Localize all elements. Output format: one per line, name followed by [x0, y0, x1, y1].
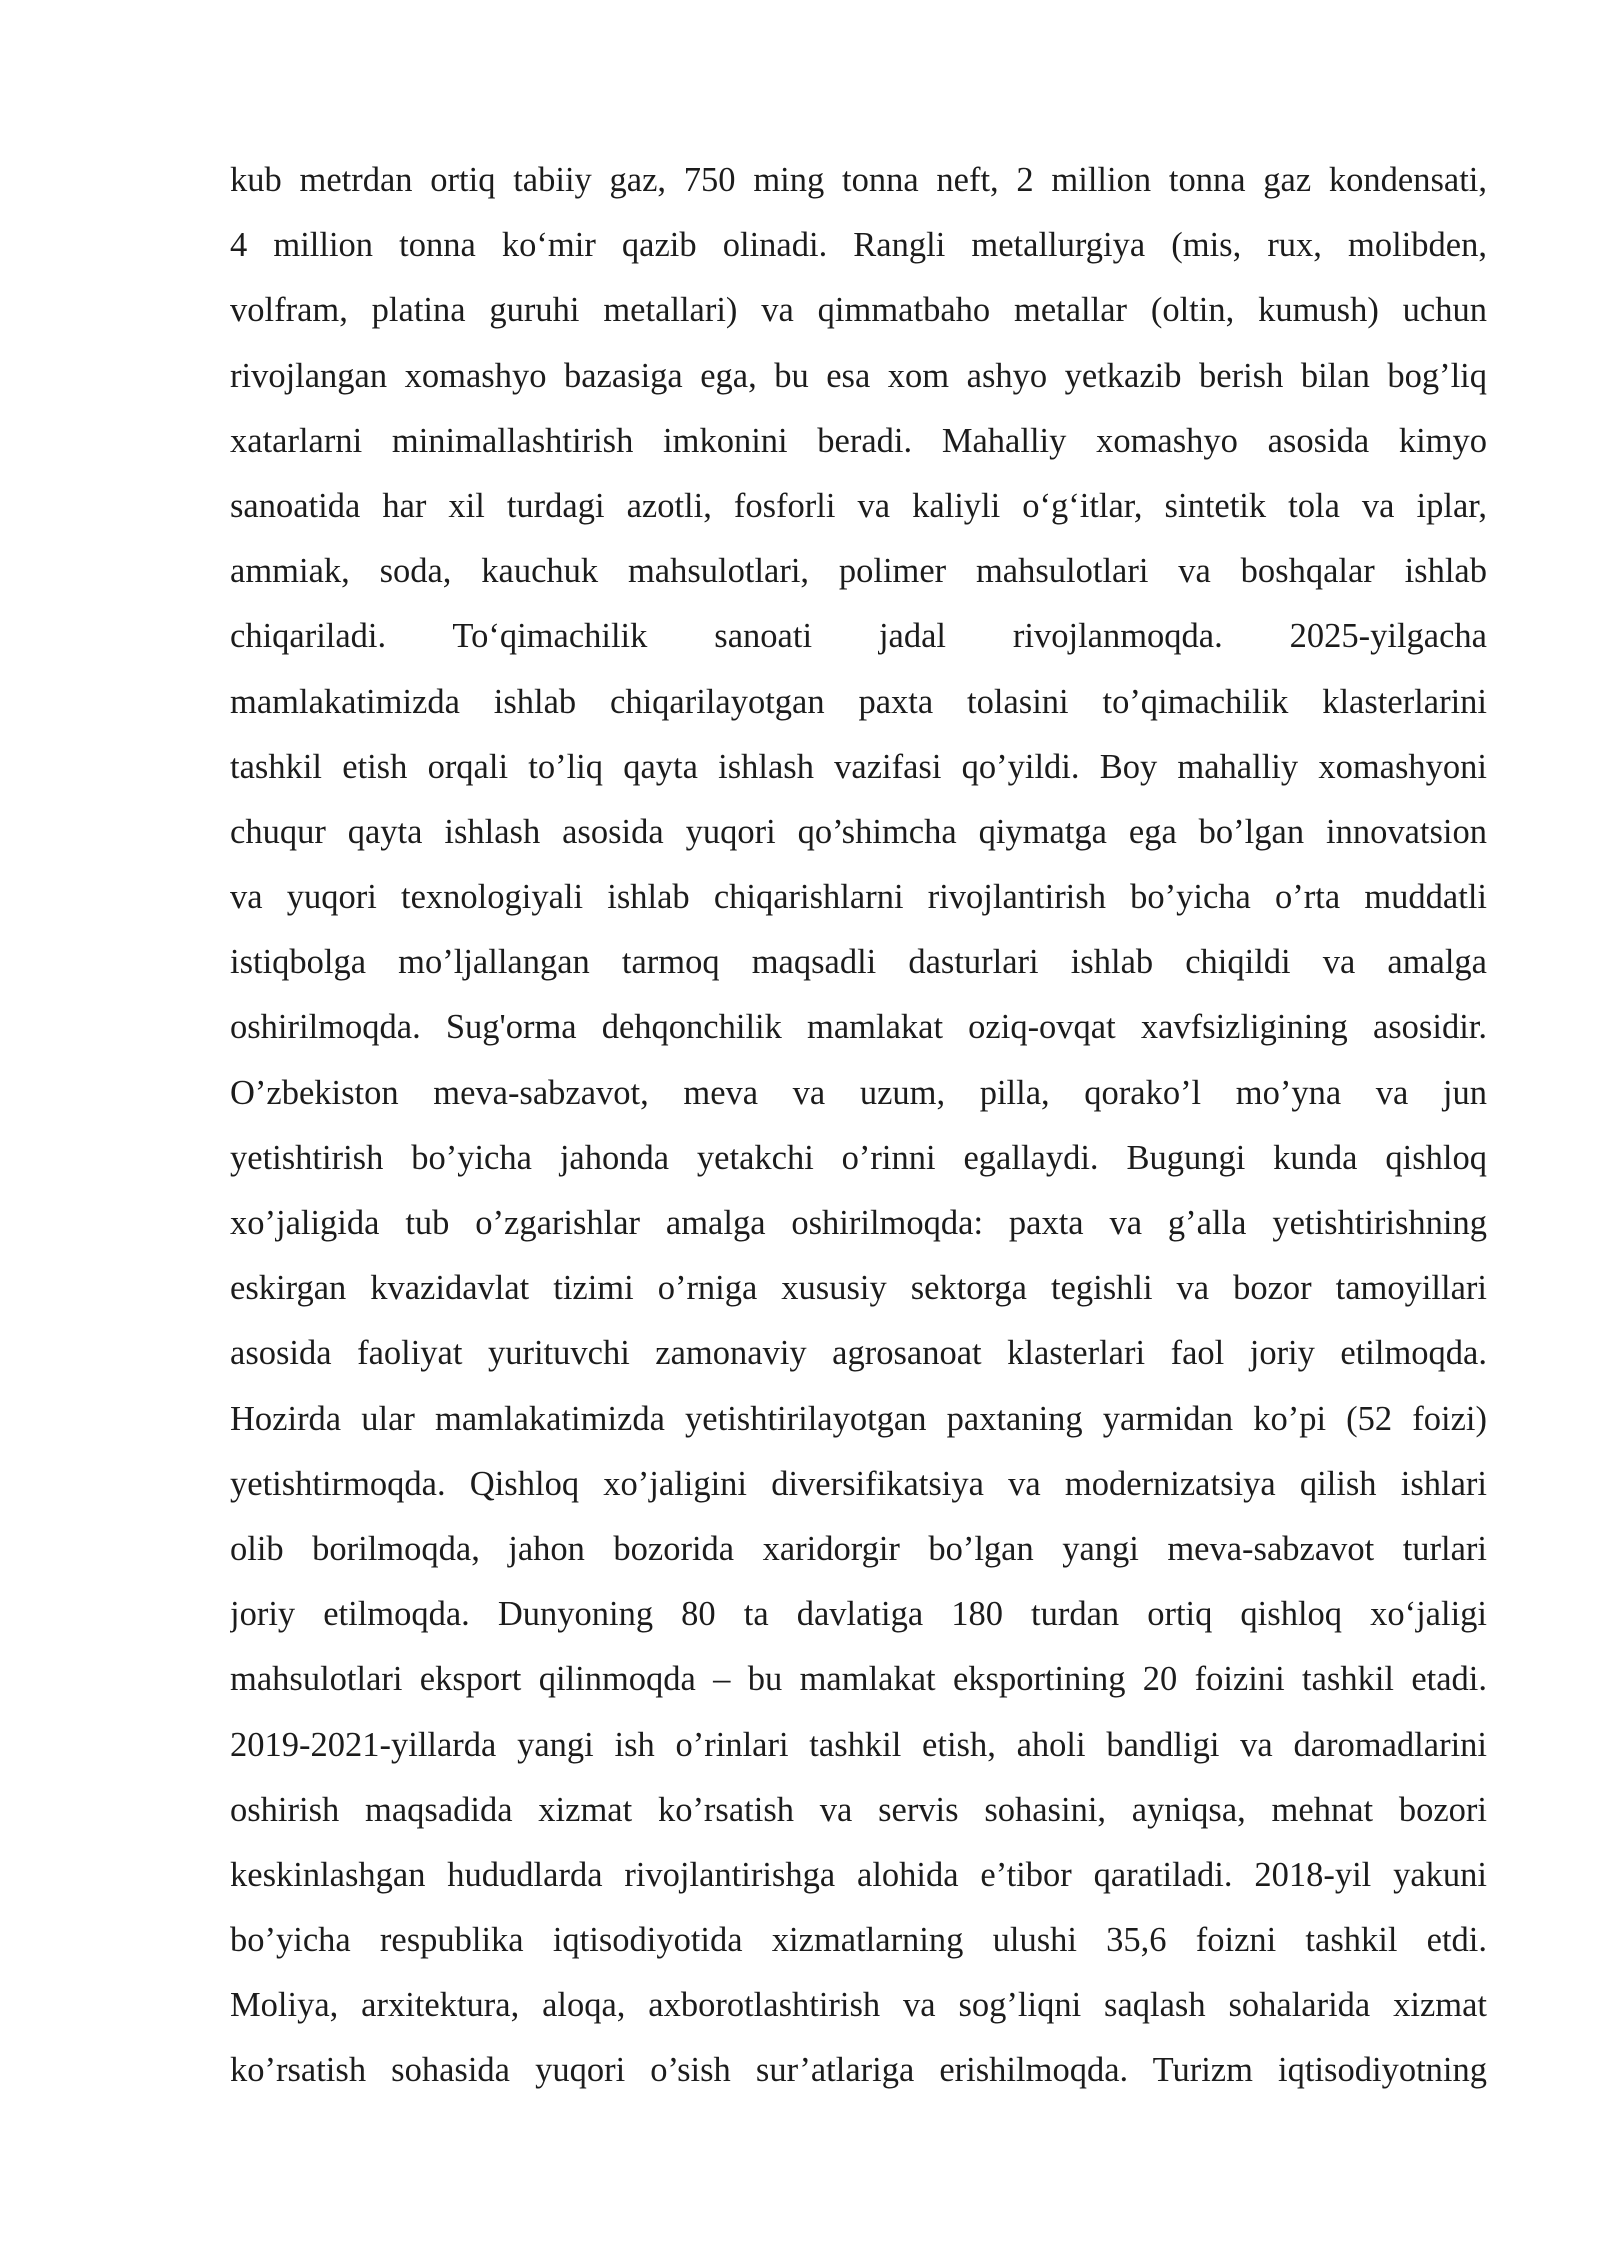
- text-line: 4 million tonna ko‘mir qazib olinadi. Rangli metallurgiya (mis, rux, molibden,: [230, 226, 1487, 265]
- text-line: bo’yicha respublika iqtisodiyotida xizmatlarning ulushi 35,6 foizni tashkil etdi.: [230, 1921, 1487, 1960]
- text-line: tashkil etish orqali to’liq qayta ishlash vazifasi qo’yildi. Boy mahalliy xomashyoni: [230, 747, 1487, 786]
- text-line: mamlakatimizda ishlab chiqarilayotgan paxta tolasini to’qimachilik klasterlarini: [230, 682, 1487, 721]
- text-line: mahsulotlari eksport qilinmoqda – bu mamlakat eksportining 20 foizini tashkil etadi.: [230, 1660, 1487, 1699]
- text-line: O’zbekiston meva-sabzavot, meva va uzum, pilla, qorako’l mo’yna va jun: [230, 1073, 1487, 1112]
- text-line: oshirilmoqda. Sug'orma dehqonchilik mamlakat oziq-ovqat xavfsizligining asosidir.: [230, 1008, 1487, 1047]
- text-line: Hozirda ular mamlakatimizda yetishtirilayotgan paxtaning yarmidan ko’pi (52 foizi): [230, 1399, 1487, 1438]
- text-line: eskirgan kvazidavlat tizimi o’rniga xususiy sektorga tegishli va bozor tamoyillari: [230, 1269, 1487, 1308]
- text-line: oshirish maqsadida xizmat ko’rsatish va servis sohasini, ayniqsa, mehnat bozori: [230, 1790, 1487, 1829]
- text-line: ko’rsatish sohasida yuqori o’sish sur’atlariga erishilmoqda. Turizm iqtisodiyotning: [230, 2051, 1487, 2090]
- text-line: yetishtirmoqda. Qishloq xo’jaligini diversifikatsiya va modernizatsiya qilish ishlari: [230, 1464, 1487, 1503]
- text-line: sanoatida har xil turdagi azotli, fosforli va kaliyli o‘g‘itlar, sintetik tola va iplar,: [230, 486, 1487, 525]
- text-line: joriy etilmoqda. Dunyoning 80 ta davlatiga 180 turdan ortiq qishloq xo‘jaligi: [230, 1595, 1487, 1634]
- text-line: olib borilmoqda, jahon bozorida xaridorgir bo’lgan yangi meva-sabzavot turlari: [230, 1529, 1487, 1568]
- text-line: xo’jaligida tub o’zgarishlar amalga oshirilmoqda: paxta va g’alla yetishtirishning: [230, 1204, 1487, 1242]
- text-line: rivojlangan xomashyo bazasiga ega, bu esa xom ashyo yetkazib berish bilan bog’liq: [230, 356, 1487, 395]
- text-line: chiqariladi. To‘qimachilik sanoati jadal rivojlanmoqda. 2025-yilgacha: [230, 617, 1487, 656]
- text-line: asosida faoliyat yurituvchi zamonaviy agrosanoat klasterlari faol joriy etilmoqda.: [230, 1334, 1487, 1373]
- text-line: ammiak, soda, kauchuk mahsulotlari, polimer mahsulotlari va boshqalar ishlab: [230, 552, 1487, 591]
- text-line: Moliya, arxitektura, aloqa, axborotlashtirish va sog’liqni saqlash sohalarida xizmat: [230, 1986, 1487, 2025]
- text-line: xatarlarni minimallashtirish imkonini beradi. Mahalliy xomashyo asosida kimyo: [230, 421, 1487, 460]
- text-line: volfram, platina guruhi metallari) va qimmatbaho metallar (oltin, kumush) uchun: [230, 291, 1487, 330]
- text-line: va yuqori texnologiyali ishlab chiqarishlarni rivojlantirish bo’yicha o’rta muddatli: [230, 878, 1487, 917]
- text-line: chuqur qayta ishlash asosida yuqori qo’shimcha qiymatga ega bo’lgan innovatsion: [230, 812, 1487, 851]
- text-line: yetishtirish bo’yicha jahonda yetakchi o’rinni egallaydi. Bugungi kunda qishloq: [230, 1138, 1487, 1177]
- text-line: keskinlashgan hududlarda rivojlantirishga alohida e’tibor qaratiladi. 2018-yil yakuni: [230, 1855, 1487, 1894]
- text-line: 2019-2021-yillarda yangi ish o’rinlari tashkil etish, aholi bandligi va daromadlarini: [230, 1725, 1487, 1764]
- text-line: istiqbolga mo’ljallangan tarmoq maqsadli dasturlari ishlab chiqildi va amalga: [230, 943, 1487, 982]
- body-paragraph: [230, 148, 1487, 2104]
- text-line: kub metrdan ortiq tabiiy gaz, 750 ming tonna neft, 2 million tonna gaz kondensati,: [230, 161, 1487, 199]
